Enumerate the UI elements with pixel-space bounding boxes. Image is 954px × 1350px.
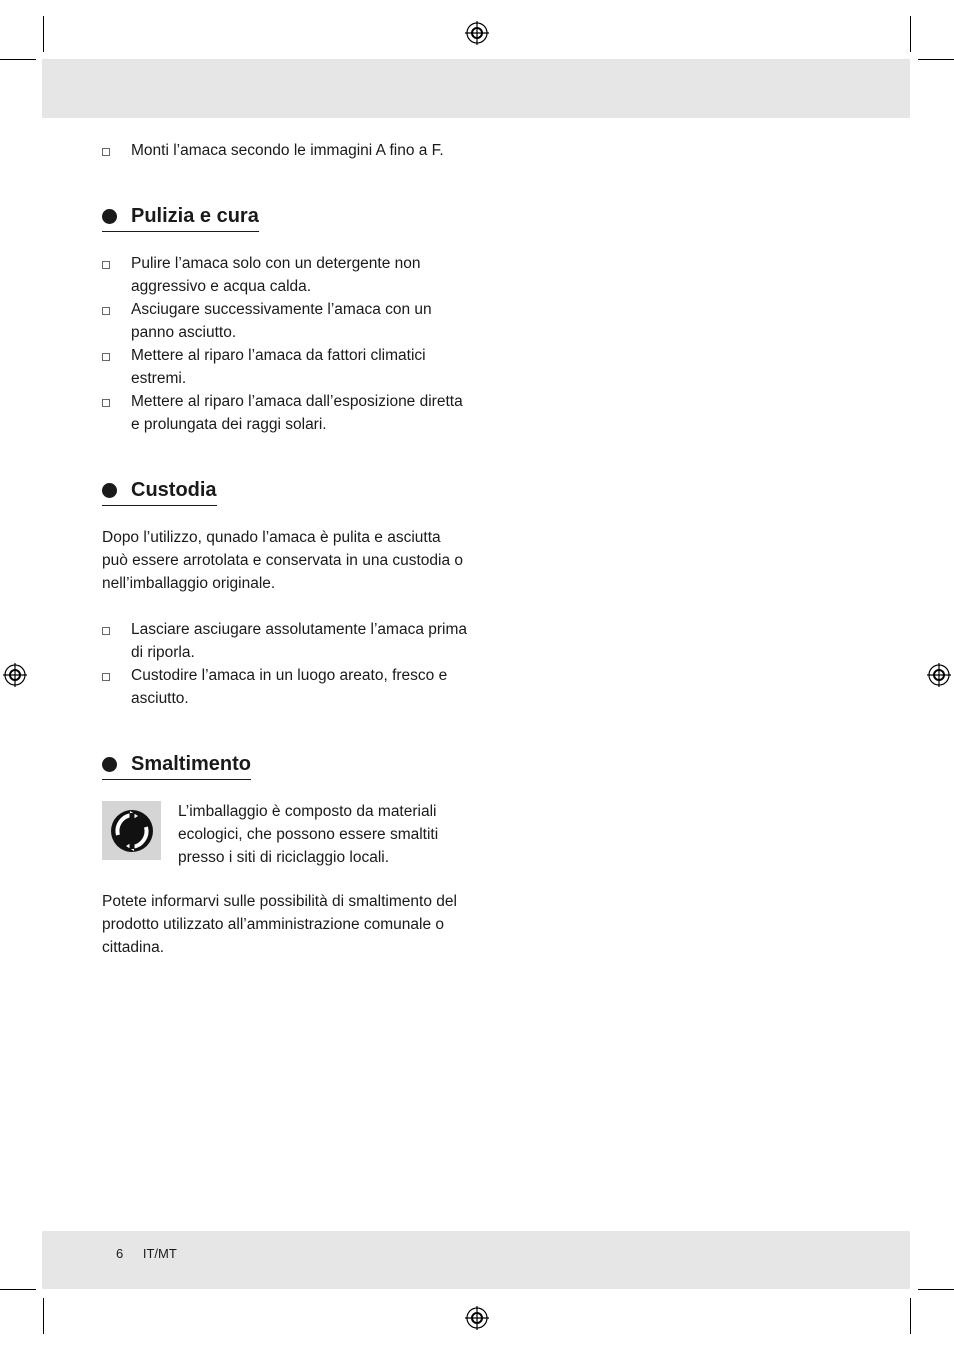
checkbox-square-icon: [102, 399, 110, 407]
page-number: 6: [116, 1246, 124, 1261]
list-item: [102, 252, 467, 298]
language-code: IT/MT: [142, 1246, 177, 1261]
section-heading: [102, 203, 259, 232]
section-title: Custodia: [131, 479, 217, 501]
crop-mark: [910, 1298, 911, 1334]
list-item-text: Custodire l’amaca in un luogo areato, fresco e asciutto.: [131, 667, 448, 707]
main-content: [102, 139, 467, 959]
crop-mark: [918, 59, 954, 60]
section-cleaning: [102, 203, 467, 436]
crop-mark: [43, 1298, 44, 1334]
checkbox-square-icon: [102, 353, 110, 361]
crop-mark: [918, 1289, 954, 1290]
crop-mark: [43, 16, 44, 52]
section-storage: [102, 477, 467, 710]
checkbox-square-icon: [102, 148, 110, 156]
registration-mark-icon: [465, 21, 489, 45]
list-item-text: Mettere al riparo l’amaca dall’esposizione diretta e prolungata dei raggi solari.: [131, 393, 463, 433]
list-item: [102, 618, 467, 664]
list-item: [102, 298, 467, 344]
section-title: Smaltimento: [131, 753, 252, 775]
crop-mark: [0, 59, 36, 60]
list-item: [102, 344, 467, 390]
registration-mark-icon: [927, 663, 951, 687]
checkbox-square-icon: [102, 261, 110, 269]
bullet-dot-icon: [102, 757, 117, 772]
green-dot-recycling-icon: [102, 801, 161, 860]
list-item: [102, 664, 467, 710]
list-item-text: Mettere al riparo l’amaca da fattori climatici estremi.: [131, 347, 426, 387]
section-heading: [102, 751, 251, 780]
section-disposal: [102, 751, 467, 959]
section-heading: [102, 477, 217, 506]
recycle-text: L’imballaggio è composto da materiali ecologici, che possono essere smaltiti presso i siti di riciclaggio locali.: [178, 803, 439, 866]
registration-mark-icon: [3, 663, 27, 687]
section-paragraph: Potete informarvi sulle possibilità di smaltimento del prodotto utilizzato all’amministrazione comunale o cittadina.: [102, 893, 457, 956]
list-item: [102, 139, 467, 162]
crop-mark: [0, 1289, 36, 1290]
list-item-text: Asciugare successivamente l’amaca con un panno asciutto.: [131, 301, 432, 341]
crop-mark: [910, 16, 911, 52]
recycle-info: [102, 800, 467, 869]
checkbox-square-icon: [102, 307, 110, 315]
storage-list: [102, 618, 467, 710]
page-footer: [116, 1245, 193, 1263]
intro-list: [102, 139, 467, 162]
section-paragraph: Dopo l’utilizzo, qunado l’amaca è pulita e asciutta può essere arrotolata e conservata in una custodia o nell’imballaggio originale.: [102, 529, 464, 592]
list-item-text: Pulire l’amaca solo con un detergente non aggressivo e acqua calda.: [131, 255, 421, 295]
section-title: Pulizia e cura: [131, 205, 259, 227]
list-item: [102, 390, 467, 436]
bullet-dot-icon: [102, 483, 117, 498]
list-item-text: Monti l’amaca secondo le immagini A fino a F.: [131, 142, 444, 159]
list-item-text: Lasciare asciugare assolutamente l’amaca prima di riporla.: [131, 621, 467, 661]
checkbox-square-icon: [102, 627, 110, 635]
bullet-dot-icon: [102, 209, 117, 224]
cleaning-list: [102, 252, 467, 436]
checkbox-square-icon: [102, 673, 110, 681]
registration-mark-icon: [465, 1306, 489, 1330]
header-band: [42, 59, 910, 118]
